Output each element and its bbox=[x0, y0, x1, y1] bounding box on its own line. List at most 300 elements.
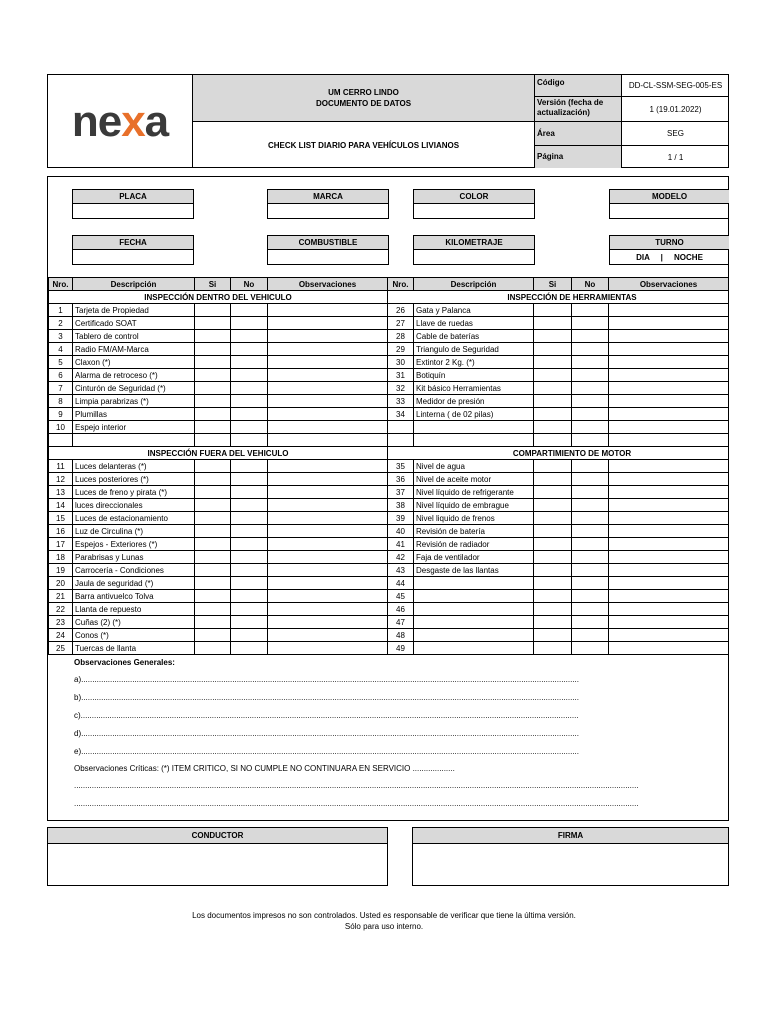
item-description bbox=[414, 421, 534, 434]
si-check[interactable] bbox=[534, 577, 572, 590]
si-check[interactable] bbox=[195, 460, 231, 473]
item-description: Jaula de seguridad (*) bbox=[73, 577, 195, 590]
item-number: 19 bbox=[49, 564, 73, 577]
observation-cell[interactable] bbox=[268, 304, 388, 317]
no-check[interactable] bbox=[231, 317, 268, 330]
item-description: Cable de baterías bbox=[414, 330, 534, 343]
no-check[interactable] bbox=[572, 343, 609, 356]
no-check[interactable] bbox=[231, 616, 268, 629]
observation-cell[interactable] bbox=[609, 343, 729, 356]
item-number: 38 bbox=[388, 499, 414, 512]
no-check[interactable] bbox=[572, 460, 609, 473]
table-row bbox=[49, 330, 729, 343]
observation-cell[interactable] bbox=[268, 512, 388, 525]
item-number: 20 bbox=[49, 577, 73, 590]
no-check[interactable] bbox=[572, 421, 609, 434]
observation-cell[interactable] bbox=[609, 616, 729, 629]
table-row bbox=[49, 525, 729, 538]
item-description: Botiquín bbox=[414, 369, 534, 382]
fecha-label: FECHA bbox=[72, 235, 194, 250]
si-check[interactable] bbox=[534, 486, 572, 499]
item-number: 14 bbox=[49, 499, 73, 512]
si-check[interactable] bbox=[534, 538, 572, 551]
si-check[interactable] bbox=[195, 434, 231, 447]
item-number: 11 bbox=[49, 460, 73, 473]
item-number: 6 bbox=[49, 369, 73, 382]
observation-cell[interactable] bbox=[268, 590, 388, 603]
no-check[interactable] bbox=[231, 434, 268, 447]
item-description bbox=[414, 616, 534, 629]
si-check[interactable] bbox=[195, 382, 231, 395]
table-row bbox=[49, 408, 729, 421]
item-number: 31 bbox=[388, 369, 414, 382]
no-check[interactable] bbox=[572, 317, 609, 330]
firma-label: FIRMA bbox=[412, 827, 729, 844]
item-number: 18 bbox=[49, 551, 73, 564]
no-check[interactable] bbox=[572, 382, 609, 395]
item-number: 30 bbox=[388, 356, 414, 369]
si-check[interactable] bbox=[534, 382, 572, 395]
si-check[interactable] bbox=[534, 434, 572, 447]
no-check[interactable] bbox=[231, 486, 268, 499]
no-check[interactable] bbox=[231, 499, 268, 512]
si-check[interactable] bbox=[195, 564, 231, 577]
observation-cell[interactable] bbox=[609, 317, 729, 330]
item-description: Conos (*) bbox=[73, 629, 195, 642]
si-check[interactable] bbox=[534, 304, 572, 317]
si-check[interactable] bbox=[534, 564, 572, 577]
item-description: Cinturón de Seguridad (*) bbox=[73, 382, 195, 395]
observation-line-c[interactable]: c)................................................................................................................................................................................................................................ bbox=[74, 711, 579, 720]
combustible-label: COMBUSTIBLE bbox=[267, 235, 389, 250]
item-number: 37 bbox=[388, 486, 414, 499]
col-observaciones: Observaciones bbox=[268, 278, 388, 291]
observation-cell[interactable] bbox=[268, 642, 388, 655]
version-value: 1 (19.01.2022) bbox=[622, 97, 729, 122]
conductor-label: CONDUCTOR bbox=[47, 827, 388, 844]
si-check[interactable] bbox=[195, 473, 231, 486]
si-check[interactable] bbox=[195, 616, 231, 629]
si-check[interactable] bbox=[534, 408, 572, 421]
item-description: Gata y Palanca bbox=[414, 304, 534, 317]
si-check[interactable] bbox=[195, 642, 231, 655]
col-si: Si bbox=[534, 278, 572, 291]
si-check[interactable] bbox=[534, 356, 572, 369]
company-cell bbox=[193, 75, 535, 122]
turno-options[interactable]: DIA | NOCHE bbox=[609, 250, 729, 265]
item-description bbox=[73, 434, 195, 447]
col-no: No bbox=[572, 278, 609, 291]
observation-cell[interactable] bbox=[609, 499, 729, 512]
observation-cell[interactable] bbox=[268, 629, 388, 642]
observation-cell[interactable] bbox=[268, 616, 388, 629]
pagina-value: 1 / 1 bbox=[667, 152, 684, 162]
item-number: 35 bbox=[388, 460, 414, 473]
item-description: Espejos - Exteriores (*) bbox=[73, 538, 195, 551]
si-check[interactable] bbox=[195, 486, 231, 499]
item-number: 46 bbox=[388, 603, 414, 616]
item-number: 32 bbox=[388, 382, 414, 395]
item-description: Faja de ventilador bbox=[414, 551, 534, 564]
observation-cell[interactable] bbox=[609, 473, 729, 486]
item-number: 3 bbox=[49, 330, 73, 343]
si-check[interactable] bbox=[534, 603, 572, 616]
no-check[interactable] bbox=[231, 408, 268, 421]
col-si: Si bbox=[195, 278, 231, 291]
observation-cell[interactable] bbox=[268, 421, 388, 434]
table-row bbox=[49, 395, 729, 408]
table-header-row bbox=[49, 278, 729, 291]
table-row bbox=[49, 343, 729, 356]
observation-cell[interactable] bbox=[609, 551, 729, 564]
no-check[interactable] bbox=[231, 356, 268, 369]
no-check[interactable] bbox=[231, 590, 268, 603]
item-number: 26 bbox=[388, 304, 414, 317]
no-check[interactable] bbox=[231, 421, 268, 434]
observation-line-b[interactable]: b)................................................................................................................................................................................................................................ bbox=[74, 693, 579, 702]
item-description: Medidor de presión bbox=[414, 395, 534, 408]
table-row bbox=[49, 577, 729, 590]
si-check[interactable] bbox=[195, 356, 231, 369]
no-check[interactable] bbox=[572, 486, 609, 499]
observation-cell[interactable] bbox=[268, 551, 388, 564]
item-number: 16 bbox=[49, 525, 73, 538]
no-check[interactable] bbox=[572, 616, 609, 629]
no-check[interactable] bbox=[572, 642, 609, 655]
kilometraje-input[interactable] bbox=[413, 250, 535, 265]
observation-cell[interactable] bbox=[609, 525, 729, 538]
turno-label: TURNO bbox=[609, 235, 729, 250]
item-number: 48 bbox=[388, 629, 414, 642]
observation-cell[interactable] bbox=[268, 525, 388, 538]
observation-cell[interactable] bbox=[609, 408, 729, 421]
si-check[interactable] bbox=[195, 421, 231, 434]
critical-dots-1[interactable]: .............................................................................................................................................................................................................................................................. bbox=[74, 781, 639, 790]
observation-cell[interactable] bbox=[609, 538, 729, 551]
si-check[interactable] bbox=[195, 512, 231, 525]
item-description: Tablero de control bbox=[73, 330, 195, 343]
item-description: Barra antivuelco Tolva bbox=[73, 590, 195, 603]
document-header bbox=[47, 74, 729, 168]
si-check[interactable] bbox=[534, 642, 572, 655]
no-check[interactable] bbox=[572, 564, 609, 577]
observation-cell[interactable] bbox=[609, 369, 729, 382]
section-herramientas: INSPECCIÓN DE HERRAMIENTAS bbox=[388, 291, 729, 304]
company-line1: UM CERRO LINDO bbox=[328, 88, 399, 97]
si-check[interactable] bbox=[534, 473, 572, 486]
si-check[interactable] bbox=[534, 460, 572, 473]
item-number: 40 bbox=[388, 525, 414, 538]
no-check[interactable] bbox=[572, 304, 609, 317]
item-number: 27 bbox=[388, 317, 414, 330]
no-check[interactable] bbox=[572, 369, 609, 382]
firma-field[interactable] bbox=[412, 843, 729, 886]
no-check[interactable] bbox=[572, 538, 609, 551]
no-check[interactable] bbox=[572, 629, 609, 642]
si-check[interactable] bbox=[195, 304, 231, 317]
item-number: 23 bbox=[49, 616, 73, 629]
item-number: 49 bbox=[388, 642, 414, 655]
item-number: 21 bbox=[49, 590, 73, 603]
no-check[interactable] bbox=[572, 551, 609, 564]
item-number: 36 bbox=[388, 473, 414, 486]
si-check[interactable] bbox=[534, 512, 572, 525]
observation-cell[interactable] bbox=[268, 317, 388, 330]
item-description: Nivel líquido de embrague bbox=[414, 499, 534, 512]
no-check[interactable] bbox=[572, 356, 609, 369]
item-number: 25 bbox=[49, 642, 73, 655]
si-check[interactable] bbox=[534, 369, 572, 382]
table-row bbox=[49, 538, 729, 551]
item-description: Parabrisas y Lunas bbox=[73, 551, 195, 564]
si-check[interactable] bbox=[195, 577, 231, 590]
modelo-label: MODELO bbox=[609, 189, 729, 204]
observation-cell[interactable] bbox=[268, 343, 388, 356]
critical-dots-2[interactable]: .............................................................................................................................................................................................................................................................. bbox=[74, 799, 639, 808]
observation-cell[interactable] bbox=[609, 304, 729, 317]
item-description: Desgaste de las llantas bbox=[414, 564, 534, 577]
si-check[interactable] bbox=[195, 525, 231, 538]
si-check[interactable] bbox=[534, 629, 572, 642]
version-label: Versión (fecha de actualización) bbox=[535, 97, 622, 122]
observation-cell[interactable] bbox=[268, 395, 388, 408]
placa-label: PLACA bbox=[72, 189, 194, 204]
observation-cell[interactable] bbox=[268, 434, 388, 447]
observation-line-e[interactable]: e)................................................................................................................................................................................................................................ bbox=[74, 747, 579, 756]
item-number: 5 bbox=[49, 356, 73, 369]
table-row bbox=[49, 460, 729, 473]
no-check[interactable] bbox=[231, 304, 268, 317]
no-check[interactable] bbox=[231, 564, 268, 577]
observation-cell[interactable] bbox=[609, 395, 729, 408]
footer-internal: Sólo para uso interno. bbox=[344, 922, 424, 931]
placa-input[interactable] bbox=[72, 204, 194, 219]
observation-cell[interactable] bbox=[268, 369, 388, 382]
item-description: Nivel líquido de refrigerante bbox=[414, 486, 534, 499]
no-check[interactable] bbox=[572, 434, 609, 447]
item-description: Luz de Circulina (*) bbox=[73, 525, 195, 538]
no-check[interactable] bbox=[231, 512, 268, 525]
si-check[interactable] bbox=[195, 369, 231, 382]
si-check[interactable] bbox=[534, 421, 572, 434]
observation-cell[interactable] bbox=[609, 642, 729, 655]
no-check[interactable] bbox=[231, 577, 268, 590]
pagina-label: Página bbox=[535, 146, 622, 168]
table-row bbox=[49, 317, 729, 330]
item-number bbox=[388, 434, 414, 447]
table-row bbox=[49, 499, 729, 512]
item-description: Triangulo de Seguridad bbox=[414, 343, 534, 356]
observation-line-a[interactable]: a)................................................................................................................................................................................................................................ bbox=[74, 675, 579, 684]
no-check[interactable] bbox=[231, 382, 268, 395]
observation-cell[interactable] bbox=[609, 603, 729, 616]
area-value: SEG bbox=[622, 122, 729, 146]
no-check[interactable] bbox=[231, 395, 268, 408]
observation-cell[interactable] bbox=[609, 590, 729, 603]
item-description: Espejo interior bbox=[73, 421, 195, 434]
item-number: 17 bbox=[49, 538, 73, 551]
observation-line-d[interactable]: d)................................................................................................................................................................................................................................ bbox=[74, 729, 579, 738]
item-number: 44 bbox=[388, 577, 414, 590]
item-description: Limpia parabrizas (*) bbox=[73, 395, 195, 408]
item-description: Revisión de batería bbox=[414, 525, 534, 538]
conductor-field[interactable] bbox=[47, 843, 388, 886]
si-check[interactable] bbox=[195, 590, 231, 603]
no-check[interactable] bbox=[231, 642, 268, 655]
si-check[interactable] bbox=[195, 395, 231, 408]
item-description: Llave de ruedas bbox=[414, 317, 534, 330]
observation-cell[interactable] bbox=[609, 512, 729, 525]
observation-cell[interactable] bbox=[609, 460, 729, 473]
footer-disclaimer: Los documentos impresos no son controlados. Usted es responsable de verificar que tiene la última versión. bbox=[192, 911, 576, 920]
no-check[interactable] bbox=[231, 538, 268, 551]
si-check[interactable] bbox=[195, 499, 231, 512]
no-check[interactable] bbox=[231, 603, 268, 616]
si-check[interactable] bbox=[195, 408, 231, 421]
item-number: 7 bbox=[49, 382, 73, 395]
observaciones-criticas: Observaciones Críticas: (*) ITEM CRITICO, SI NO CUMPLE NO CONTINUARA EN SERVICIO ................... bbox=[74, 764, 455, 773]
table-row bbox=[49, 512, 729, 525]
si-check[interactable] bbox=[195, 330, 231, 343]
item-description: Llanta de repuesto bbox=[73, 603, 195, 616]
observation-cell[interactable] bbox=[268, 408, 388, 421]
observaciones-title: Observaciones Generales: bbox=[74, 658, 175, 667]
no-check[interactable] bbox=[231, 369, 268, 382]
item-number: 22 bbox=[49, 603, 73, 616]
item-description: Luces delanteras (*) bbox=[73, 460, 195, 473]
item-number: 34 bbox=[388, 408, 414, 421]
fecha-input[interactable] bbox=[72, 250, 194, 265]
observation-cell[interactable] bbox=[609, 629, 729, 642]
item-description: Nivel de agua bbox=[414, 460, 534, 473]
item-description: Kit básico Herramientas bbox=[414, 382, 534, 395]
col-descripcion: Descripción bbox=[414, 278, 534, 291]
item-number: 10 bbox=[49, 421, 73, 434]
observation-cell[interactable] bbox=[268, 603, 388, 616]
no-check[interactable] bbox=[231, 473, 268, 486]
item-description: Claxon (*) bbox=[73, 356, 195, 369]
si-check[interactable] bbox=[534, 590, 572, 603]
col-descripcion: Descripción bbox=[73, 278, 195, 291]
table-row bbox=[49, 616, 729, 629]
observation-cell[interactable] bbox=[609, 356, 729, 369]
item-description bbox=[414, 603, 534, 616]
table-row bbox=[49, 382, 729, 395]
kilometraje-label: KILOMETRAJE bbox=[413, 235, 535, 250]
item-number: 8 bbox=[49, 395, 73, 408]
observation-cell[interactable] bbox=[609, 421, 729, 434]
si-check[interactable] bbox=[534, 499, 572, 512]
si-check[interactable] bbox=[195, 603, 231, 616]
section-motor: COMPARTIMIENTO DE MOTOR bbox=[388, 447, 729, 460]
observation-cell[interactable] bbox=[609, 434, 729, 447]
no-check[interactable] bbox=[231, 629, 268, 642]
color-input[interactable] bbox=[413, 204, 535, 219]
observation-cell[interactable] bbox=[268, 577, 388, 590]
no-check[interactable] bbox=[572, 577, 609, 590]
marca-input[interactable] bbox=[267, 204, 389, 219]
si-check[interactable] bbox=[195, 538, 231, 551]
si-check[interactable] bbox=[195, 551, 231, 564]
no-check[interactable] bbox=[572, 473, 609, 486]
observation-cell[interactable] bbox=[268, 330, 388, 343]
observation-cell[interactable] bbox=[268, 486, 388, 499]
no-check[interactable] bbox=[572, 512, 609, 525]
no-check[interactable] bbox=[572, 395, 609, 408]
no-check[interactable] bbox=[572, 408, 609, 421]
table-row bbox=[49, 369, 729, 382]
si-check[interactable] bbox=[534, 343, 572, 356]
no-check[interactable] bbox=[572, 590, 609, 603]
si-check[interactable] bbox=[534, 525, 572, 538]
item-number bbox=[49, 434, 73, 447]
col-nro: Nro. bbox=[388, 278, 414, 291]
item-description bbox=[414, 642, 534, 655]
table-row bbox=[49, 304, 729, 317]
observation-cell[interactable] bbox=[609, 486, 729, 499]
observation-cell[interactable] bbox=[268, 473, 388, 486]
si-check[interactable] bbox=[195, 343, 231, 356]
observation-cell[interactable] bbox=[268, 538, 388, 551]
no-check[interactable] bbox=[572, 499, 609, 512]
modelo-input[interactable] bbox=[609, 204, 729, 219]
combustible-input[interactable] bbox=[267, 250, 389, 265]
color-label: COLOR bbox=[413, 189, 535, 204]
observation-cell[interactable] bbox=[609, 382, 729, 395]
si-check[interactable] bbox=[195, 317, 231, 330]
no-check[interactable] bbox=[572, 330, 609, 343]
observation-cell[interactable] bbox=[609, 330, 729, 343]
item-description: Cuñas (2) (*) bbox=[73, 616, 195, 629]
table-row bbox=[49, 603, 729, 616]
nexa-logo: nexa bbox=[71, 96, 169, 146]
no-check[interactable] bbox=[572, 603, 609, 616]
observation-cell[interactable] bbox=[609, 577, 729, 590]
observation-cell[interactable] bbox=[268, 382, 388, 395]
no-check[interactable] bbox=[572, 525, 609, 538]
si-check[interactable] bbox=[534, 551, 572, 564]
table-row bbox=[49, 629, 729, 642]
marca-label: MARCA bbox=[267, 189, 389, 204]
item-description bbox=[414, 434, 534, 447]
item-number: 24 bbox=[49, 629, 73, 642]
observation-cell[interactable] bbox=[268, 564, 388, 577]
si-check[interactable] bbox=[534, 317, 572, 330]
item-description bbox=[414, 629, 534, 642]
codigo-label: Código bbox=[535, 75, 622, 97]
si-check[interactable] bbox=[534, 330, 572, 343]
item-number: 28 bbox=[388, 330, 414, 343]
item-description: Luces de freno y pirata (*) bbox=[73, 486, 195, 499]
item-description: Extintor 2 Kg. (*) bbox=[414, 356, 534, 369]
no-check[interactable] bbox=[231, 551, 268, 564]
observation-cell[interactable] bbox=[268, 356, 388, 369]
item-number: 45 bbox=[388, 590, 414, 603]
no-check[interactable] bbox=[231, 330, 268, 343]
observation-cell[interactable] bbox=[609, 564, 729, 577]
no-check[interactable] bbox=[231, 343, 268, 356]
item-number: 41 bbox=[388, 538, 414, 551]
si-check[interactable] bbox=[534, 616, 572, 629]
si-check[interactable] bbox=[534, 395, 572, 408]
observation-cell[interactable] bbox=[268, 499, 388, 512]
observation-cell[interactable] bbox=[268, 460, 388, 473]
codigo-value: DD-CL-SSM-SEG-005-ES bbox=[622, 75, 729, 97]
si-check[interactable] bbox=[195, 629, 231, 642]
col-nro: Nro. bbox=[49, 278, 73, 291]
no-check[interactable] bbox=[231, 525, 268, 538]
no-check[interactable] bbox=[231, 460, 268, 473]
